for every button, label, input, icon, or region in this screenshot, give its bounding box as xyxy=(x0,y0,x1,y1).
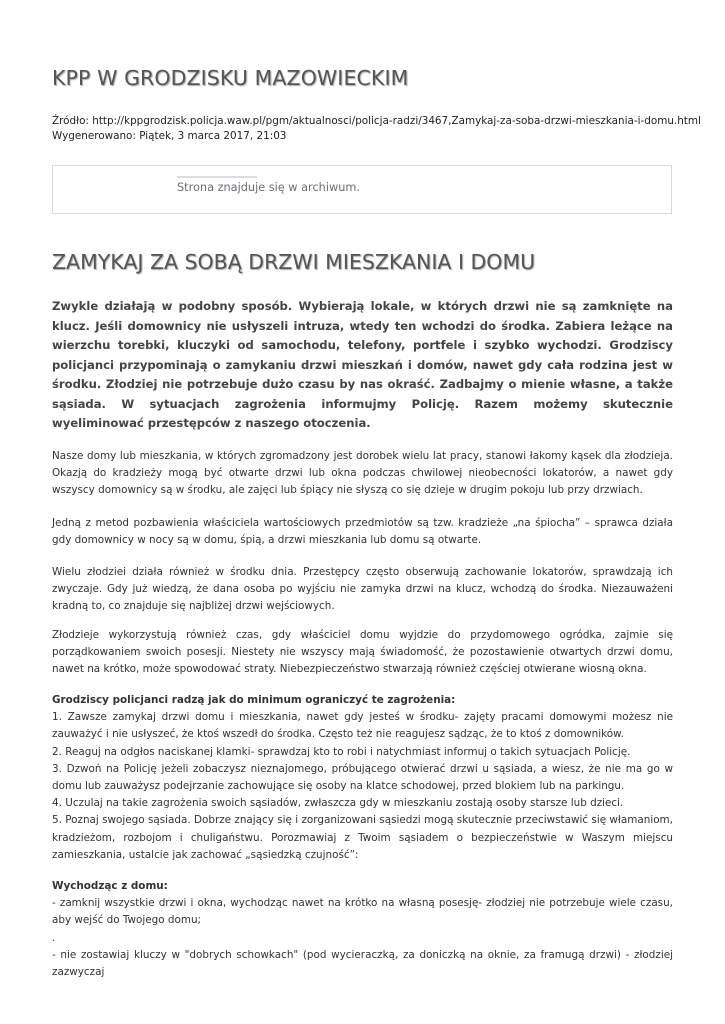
document-meta xyxy=(52,114,701,143)
archive-notice-box xyxy=(52,165,672,214)
advice-item: 3. Dzwoń na Policję jeżeli zobaczysz nieznajomego, próbującego otwierać drzwi u sąsiada, a wiesz, że nie ma go w domu lub zauważysz podejrzanie zachowujące się osoby na klatce schodowej, przed blokiem lub na parkingu. xyxy=(52,762,673,793)
archive-notice: Strona znajduje się w archiwum. xyxy=(177,181,360,194)
leaving-item: - zamknij wszystkie drzwi i okna, wychodząc nawet na krótko na własną posesję- złodziej nie potrzebuje wiele czasu, aby wejść do Twojego domu; xyxy=(52,897,673,927)
leaving-heading: Wychodząc z domu: xyxy=(52,880,168,892)
body-paragraph: Jedną z metod pozbawienia właściciela wartościowych przedmiotów są tzw. kradzieże „na śpiocha” – sprawca działa gdy domownicy w nocy są w domu, śpią, a drzwi mieszkania lub domu są otwarte. xyxy=(52,517,673,547)
source-line: Źródło: http://kppgrodzisk.policja.waw.pl/pgm/aktualnosci/policja-radzi/3467,Zamykaj-za-soba-drzwi-mieszkania-i-domu.html xyxy=(52,115,701,127)
advice-heading: Grodziscy policjanci radzą jak do minimum ograniczyć te zagrożenia: xyxy=(52,694,456,706)
article-lead: Zwykle działają w podobny sposób. Wybierają lokale, w których drzwi nie są zamknięte na klucz. Jeśli domownicy nie usłyszeli intruza, wtedy ten wchodzi do środka. Zabiera leżące na wierzchu torebki, kluczyki od samochodu, telefony, portfele i szybko wychodzi. Grodziscy policjanci przypominają o zamykaniu drzwi mieszkań i domów, nawet gdy cała rodzina jest w środku. Złodziej nie potrzebuje dużo czasu by nas okraść. Zadbajmy o mienie własne, a także sąsiada. W sytuacjach zagrożenia informujmy Policję. Razem możemy skutecznie wyeliminować przestępców z naszego otoczenia. xyxy=(52,299,673,430)
paragraph-2 xyxy=(52,515,673,549)
site-title: KPP W GRODZISKU MAZOWIECKIM xyxy=(52,66,409,90)
leaving-section xyxy=(52,878,673,981)
leaving-item: - nie zostawiaj kluczy w "dobrych schowkach" (pod wycieraczką, za doniczką na oknie, za framugą drzwi) - złodziej zazwyczaj xyxy=(52,948,673,979)
body-paragraph: Wielu złodziei działa również w środku dnia. Przestępcy często obserwują zachowanie lokatorów, sprawdzają ich zwyczaje. Gdy już wiedzą, że dana osoba po wyjściu nie zamyka drzwi na klucz, wchodzą do środka. Niezauważeni kradną to, co znajduje się najbliżej drzwi wejściowych. xyxy=(52,566,673,613)
body-paragraph: Nasze domy lub mieszkania, w których zgromadzony jest dorobek wielu lat pracy, stanowi łakomy kąsek dla złodzieja. Okazją do kradzieży mogą być otwarte drzwi lub okna podczas chwilowej nieobecności lokatorów, a nawet gdy wszyscy domownicy są w środku, ale zajęci lub śpiący nie słyszą co się dzieje w drugim pokoju lub przy drzwiach. xyxy=(52,450,673,497)
advice-item: 4. Uczulaj na takie zagrożenia swoich sąsiadów, zwłaszcza gdy w mieszkaniu zostają osoby starsze lub dzieci. xyxy=(52,797,624,810)
leaving-item: . xyxy=(52,931,56,944)
article-title: ZAMYKAJ ZA SOBĄ DRZWI MIESZKANIA I DOMU xyxy=(52,250,536,274)
generated-line: Wygenerowano: Piątek, 3 marca 2017, 21:03 xyxy=(52,129,287,142)
advice-item: 2. Reaguj na odgłos naciskanej klamki- sprawdzaj kto to robi i natychmiast informuj o takich sytuacjach Policję. xyxy=(52,745,631,758)
advice-section xyxy=(52,692,673,864)
paragraph-1 xyxy=(52,448,673,500)
advice-item: 1. Zawsze zamykaj drzwi domu i mieszkania, nawet gdy jesteś w środku- zajęty pracami domowymi możesz nie zauważyć i nie usłyszeć, że ktoś wszedł do środka. Często też nie reagujesz sądząc, że to ktoś z domowników. xyxy=(52,711,673,741)
advice-item: 5. Poznaj swojego sąsiada. Dobrze znający się i zorganizowani sąsiedzi mogą skutecznie przeciwstawić się włamaniom, kradzieżom, rozbojom i chuligaństwu. Porozmawiaj z Twoim sąsiadem o bezpieczeństwie w Waszym miejscu zamieszkania, ustalcie jak zachować „sąsiedzką czujność”: xyxy=(52,814,673,861)
paragraph-3 xyxy=(52,564,673,616)
body-paragraph: Złodzieje wykorzystują również czas, gdy właściciel domu wyjdzie do przydomowego ogródka, zajmie się porządkowaniem swoich posesji. Niestety nie wszyscy mają świadomość, że pozostawienie otwartych drzwi domu, nawet na krótko, może spowodować straty. Niebezpieczeństwo stwarzają również częściej otwierane wiosną okna. xyxy=(52,629,673,676)
archive-notice-divider xyxy=(177,176,257,178)
paragraph-4 xyxy=(52,627,673,679)
